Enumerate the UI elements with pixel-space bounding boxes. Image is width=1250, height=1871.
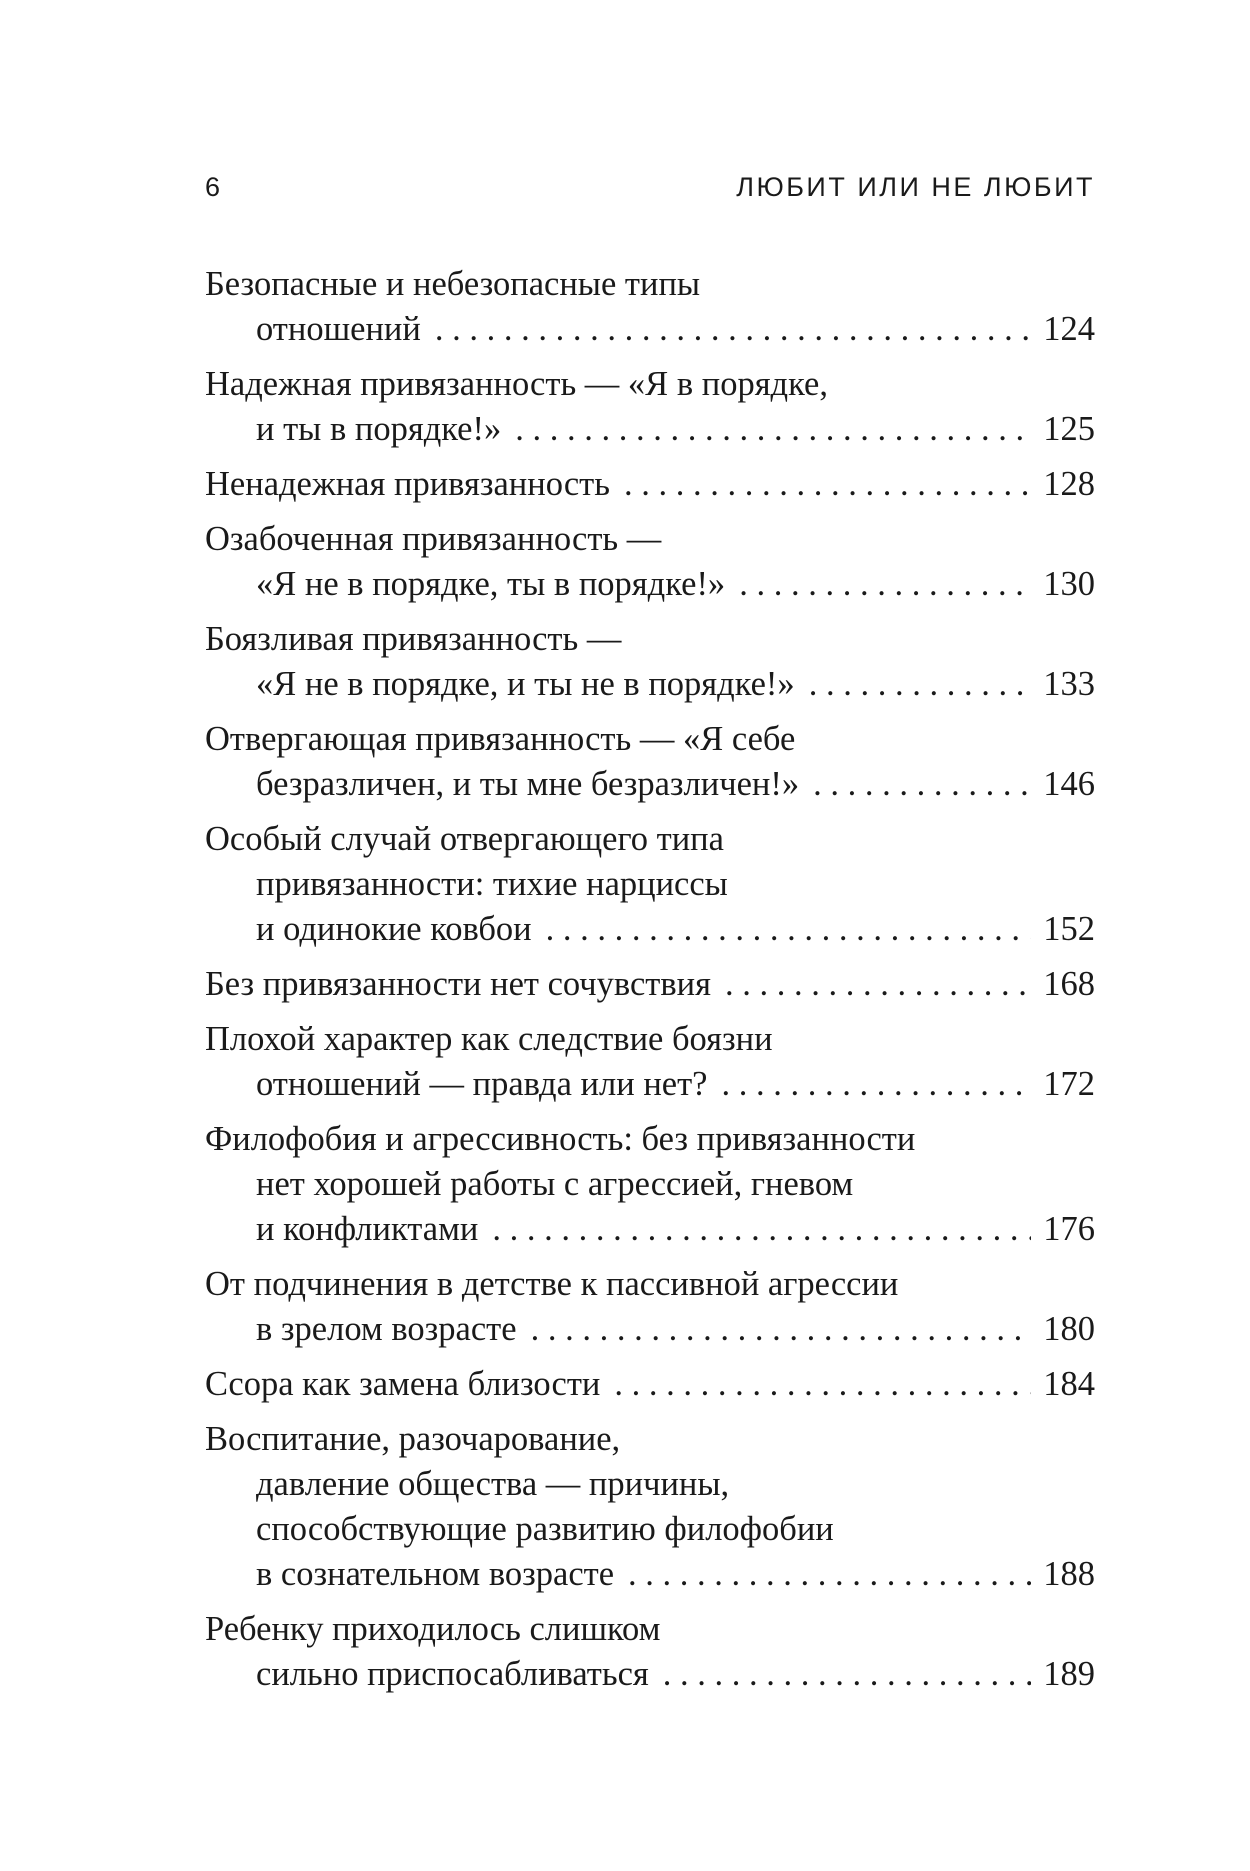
toc-page-number: 152 <box>1043 910 1095 948</box>
toc-entry <box>205 362 1095 452</box>
toc-entry-line: отношений <box>256 310 421 348</box>
running-head <box>205 172 1095 212</box>
toc-entry-row <box>205 762 1095 807</box>
dot-leader <box>725 562 1031 607</box>
toc-entry-line: безразличен, и ты мне безразличен!» <box>256 765 800 803</box>
toc-entry-line: в зрелом возрасте <box>256 1310 517 1348</box>
toc-entry-line: Филофобия и агрессивность: без привязанности <box>205 1120 916 1158</box>
toc-page-number: 128 <box>1043 465 1095 503</box>
toc-entry <box>205 517 1095 607</box>
toc-entry-line: отношений — правда или нет? <box>256 1065 708 1103</box>
toc-entry-line: в сознательном возрасте <box>256 1555 615 1593</box>
toc-entry-line: Без привязанности нет сочувствия <box>205 965 711 1003</box>
toc-entry-row <box>205 907 1095 952</box>
toc-page-number: 125 <box>1043 410 1095 448</box>
dot-leader <box>711 962 1031 1007</box>
toc-entry-line: Плохой характер как следствие боязни <box>205 1020 773 1058</box>
dot-leader <box>614 1552 1031 1597</box>
toc-entry-line: привязанности: тихие нарциссы <box>256 865 728 903</box>
dot-leader <box>649 1652 1031 1697</box>
toc-entry <box>205 462 1095 507</box>
dot-leader <box>707 1062 1031 1107</box>
toc-page-number: 176 <box>1043 1210 1095 1248</box>
toc-entry <box>205 1417 1095 1597</box>
toc-entry-line: и ты в порядке!» <box>256 410 502 448</box>
toc-entry-line: «Я не в порядке, ты в порядке!» <box>256 565 726 603</box>
toc-entry-line: Безопасные и небезопасные типы <box>205 265 701 303</box>
toc-entry-line: нет хорошей работы с агрессией, гневом <box>256 1165 854 1203</box>
toc-entry <box>205 962 1095 1007</box>
dot-leader <box>795 662 1032 707</box>
toc-entry <box>205 1607 1095 1697</box>
toc-entry <box>205 717 1095 807</box>
toc-entry-row <box>205 1362 1095 1407</box>
toc-entry <box>205 1262 1095 1352</box>
toc-page-number: 168 <box>1043 965 1095 1003</box>
toc-entry-row <box>205 1307 1095 1352</box>
toc-entry-line: Отвергающая привязанность — «Я себе <box>205 720 796 758</box>
toc-entry-row <box>205 1652 1095 1697</box>
toc-entry-line: Ссора как замена близости <box>205 1365 601 1403</box>
toc-entry-line: и конфликтами <box>256 1210 479 1248</box>
toc-entry-line: «Я не в порядке, и ты не в порядке!» <box>256 665 795 703</box>
toc-entry-line: Воспитание, разочарование, <box>205 1420 621 1458</box>
dot-leader <box>501 407 1031 452</box>
dot-leader <box>421 307 1031 352</box>
toc-entry <box>205 1362 1095 1407</box>
toc-entry-row <box>205 1552 1095 1597</box>
toc-page-number: 124 <box>1043 310 1095 348</box>
toc-entry-row <box>205 562 1095 607</box>
toc-entry <box>205 262 1095 352</box>
toc-page-number: 133 <box>1043 665 1095 703</box>
toc-entry-row <box>205 407 1095 452</box>
page-number: 6 <box>205 172 223 202</box>
toc-entry-row <box>205 462 1095 507</box>
table-of-contents <box>205 262 1095 1707</box>
toc-entry-line: Особый случай отвергающего типа <box>205 820 724 858</box>
toc-entry-line: Ребенку приходилось слишком <box>205 1610 661 1648</box>
toc-entry-line: Боязливая привязанность — <box>205 620 622 658</box>
toc-entry-line: Надежная привязанность — «Я в порядке, <box>205 365 828 403</box>
toc-entry-line: Озабоченная привязанность — <box>205 520 662 558</box>
dot-leader <box>517 1307 1032 1352</box>
toc-page-number: 130 <box>1043 565 1095 603</box>
toc-entry-row <box>205 1207 1095 1252</box>
toc-entry-line: давление общества — причины, <box>256 1465 730 1503</box>
toc-entry-row <box>205 662 1095 707</box>
toc-page-number: 184 <box>1043 1365 1095 1403</box>
toc-entry-line: сильно приспосабливаться <box>256 1655 649 1693</box>
toc-page-number: 146 <box>1043 765 1095 803</box>
dot-leader <box>600 1362 1031 1407</box>
toc-entry <box>205 1117 1095 1252</box>
toc-entry-row <box>205 962 1095 1007</box>
toc-entry-row <box>205 307 1095 352</box>
toc-entry-line: способствующие развитию филофобии <box>256 1510 834 1548</box>
toc-page-number: 188 <box>1043 1555 1095 1593</box>
toc-entry <box>205 1017 1095 1107</box>
toc-page-number: 189 <box>1043 1655 1095 1693</box>
toc-page-number: 180 <box>1043 1310 1095 1348</box>
dot-leader <box>478 1207 1031 1252</box>
toc-entry <box>205 617 1095 707</box>
toc-page-number: 172 <box>1043 1065 1095 1103</box>
toc-entry-line: От подчинения в детстве к пассивной агрессии <box>205 1265 899 1303</box>
toc-entry-line: Ненадежная привязанность <box>205 465 610 503</box>
dot-leader <box>532 907 1032 952</box>
dot-leader <box>799 762 1031 807</box>
toc-entry-line: и одинокие ковбои <box>256 910 532 948</box>
toc-entry-row <box>205 1062 1095 1107</box>
dot-leader <box>610 462 1031 507</box>
running-title: ЛЮБИТ ИЛИ НЕ ЛЮБИТ <box>736 172 1095 202</box>
toc-entry <box>205 817 1095 952</box>
